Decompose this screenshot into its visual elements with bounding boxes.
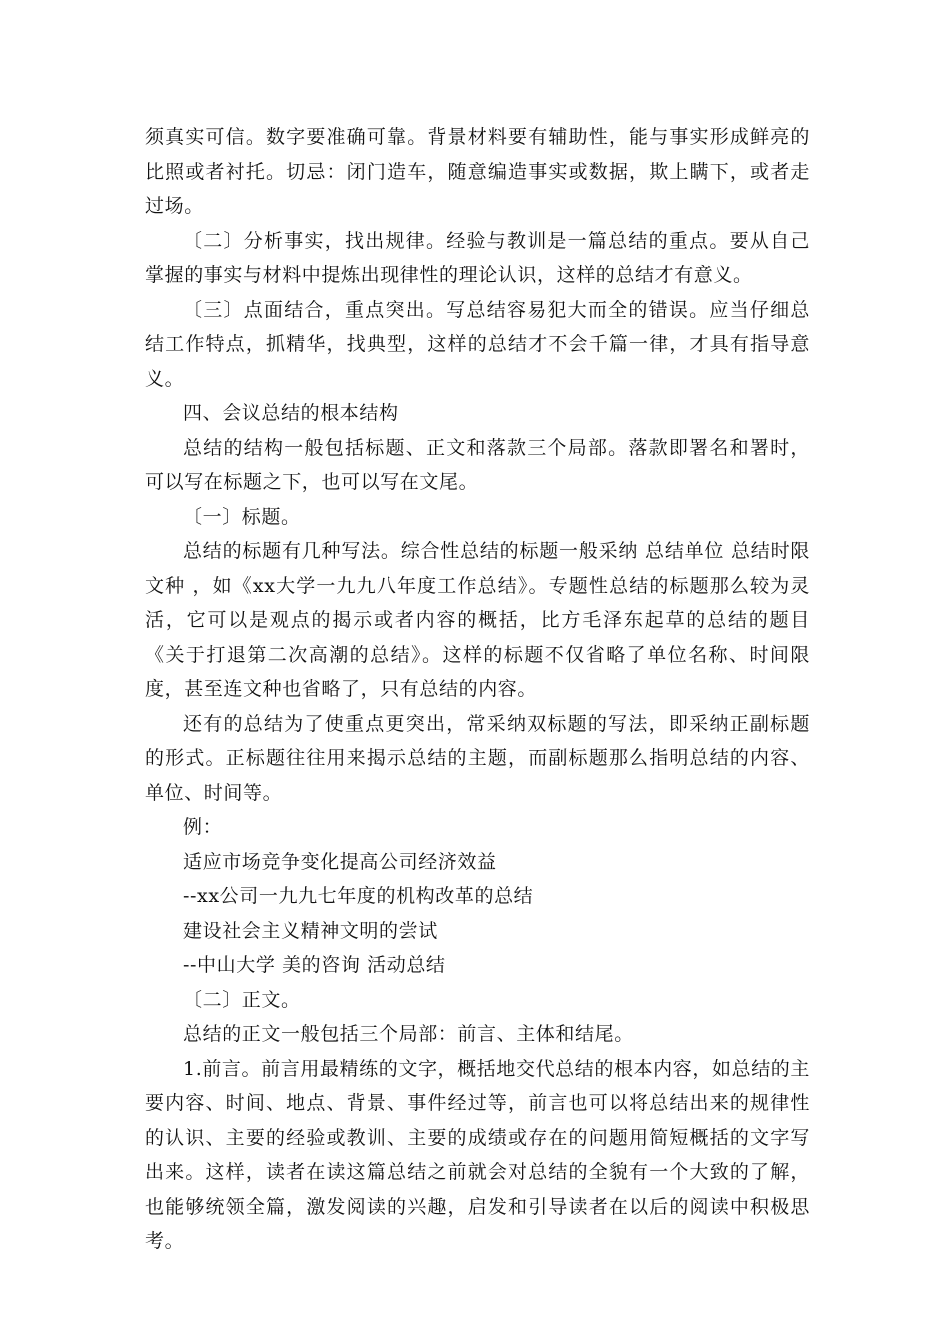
paragraph-8: 还有的总结为了使重点更突出，常采纳双标题的写法，即采纳正副标题的形式。正标题往往用来揭示总结的主题，而副标题那么指明总结的内容、单位、时间等。	[145, 712, 810, 804]
paragraph-5: 总结的结构一般包括标题、正文和落款三个局部。落款即署名和署时，可以写在标题之下，也可以写在文尾。	[145, 436, 810, 493]
example-subtitle-2: --中山大学 美的咨询 活动总结	[183, 954, 446, 976]
subheading-title: 〔一〕标题。	[183, 505, 301, 528]
subheading-body: 〔二〕正文。	[183, 988, 301, 1011]
example-subtitle-1: --xx公司一九九七年度的机构改革的总结	[183, 885, 534, 907]
example-title-1: 适应市场竞争变化提高公司经济效益	[183, 850, 497, 873]
paragraph-1: 须真实可信。数字要准确可靠。背景材料要有辅助性，能与事实形成鲜亮的比照或者衬托。切忌：闭门造车，随意编造事实或数据，欺上瞒下，或者走过场。	[145, 126, 810, 217]
paragraph-3: 〔三〕点面结合，重点突出。写总结容易犯大而全的错误。应当仔细总结工作特点，抓精华，找典型，这样的总结才不会千篇一律，才具有指导意义。	[145, 298, 810, 390]
paragraph-7: 总结的标题有几种写法。综合性总结的标题一般采纳 总结单位 总结时限 文种 ，如《xx大学一九九八年度工作总结》。专题性总结的标题那么较为灵活，它可以是观点的揭示或者内容的概括，比方毛泽东起草的总结的题目《关于打退第二次高潮的总结》。这样的标题不仅省略了单位名称、时间限度，甚至连文种也省略了，只有总结的内容。	[145, 540, 810, 700]
paragraph-15: 总结的正文一般包括三个局部：前言、主体和结尾。	[183, 1023, 634, 1045]
paragraph-16: 1.前言。前言用最精练的文字，概括地交代总结的根本内容，如总结的主要内容、时间、地点、背景、事件经过等，前言也可以将总结出来的规律性的认识、主要的经验或教训、主要的成绩或存在的问题用简短概括的文字写出来。这样，读者在读这篇总结之前就会对总结的全貌有一个大致的了解，也能够统领全篇，激发阅读的兴趣，启发和引导读者在以后的阅读中积极思考。	[145, 1057, 810, 1252]
section-heading-4: 四、会议总结的根本结构	[183, 402, 399, 424]
example-label: 例：	[183, 816, 223, 838]
document-body	[145, 120, 810, 1259]
paragraph-2: 〔二〕分析事实，找出规律。经验与教训是一篇总结的重点。要从自己掌握的事实与材料中提炼出现律性的理论认识，这样的总结才有意义。	[145, 229, 810, 286]
example-title-2: 建设社会主义精神文明的尝试	[183, 919, 438, 942]
